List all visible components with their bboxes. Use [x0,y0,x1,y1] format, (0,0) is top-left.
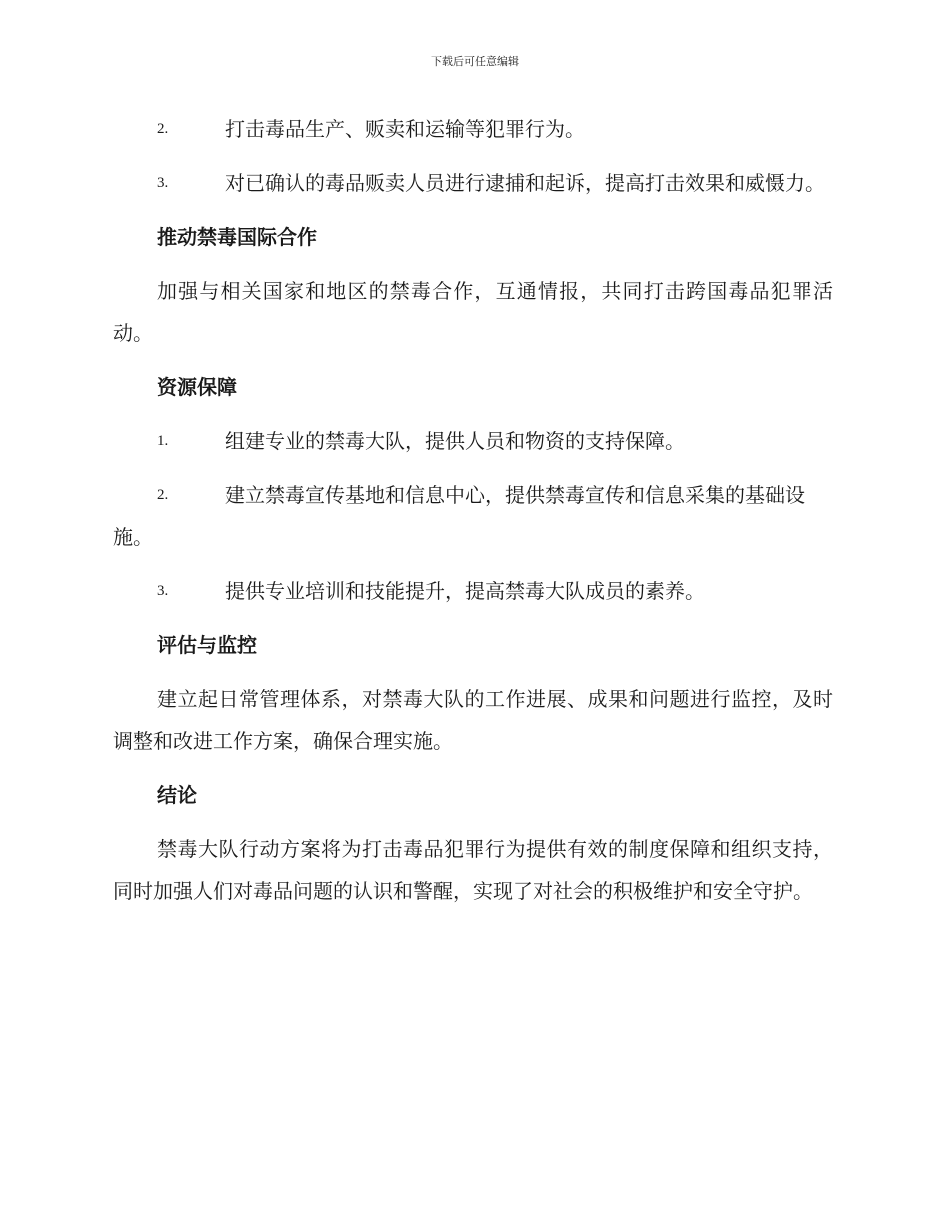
list-item [113,474,833,558]
document-body [113,108,833,924]
list-text: 打击毒品生产、贩卖和运输等犯罪行为。 [225,117,585,141]
list-number: 3. [157,175,169,191]
page-header-note: 下载后可任意编辑 [431,55,519,68]
list-number: 1. [157,433,169,449]
list-item [113,420,833,462]
list-number: 3. [157,583,169,599]
list-number: 2. [157,487,169,503]
section-heading: 评估与监控 [157,633,257,657]
list-item [113,162,833,204]
section-heading: 资源保障 [157,375,237,399]
list-item [113,108,833,150]
list-number: 2. [157,121,169,137]
paragraph: 加强与相关国家和地区的禁毒合作，互通情报，共同打击跨国毒品犯罪活动。 [113,279,833,345]
list-text: 组建专业的禁毒大队，提供人员和物资的支持保障。 [225,429,685,453]
paragraph: 建立起日常管理体系，对禁毒大队的工作进展、成果和问题进行监控，及时调整和改进工作方案，确保合理实施。 [113,687,833,753]
section-heading: 推动禁毒国际合作 [157,225,317,249]
list-text: 建立禁毒宣传基地和信息中心，提供禁毒宣传和信息采集的基础设施。 [113,483,805,549]
list-text: 对已确认的毒品贩卖人员进行逮捕和起诉，提高打击效果和威慑力。 [225,171,825,195]
section-heading: 结论 [157,783,197,807]
list-item [113,570,833,612]
list-text: 提供专业培训和技能提升，提高禁毒大队成员的素养。 [225,579,705,603]
paragraph: 禁毒大队行动方案将为打击毒品犯罪行为提供有效的制度保障和组织支持，同时加强人们对毒品问题的认识和警醒，实现了对社会的积极维护和安全守护。 [113,837,833,903]
